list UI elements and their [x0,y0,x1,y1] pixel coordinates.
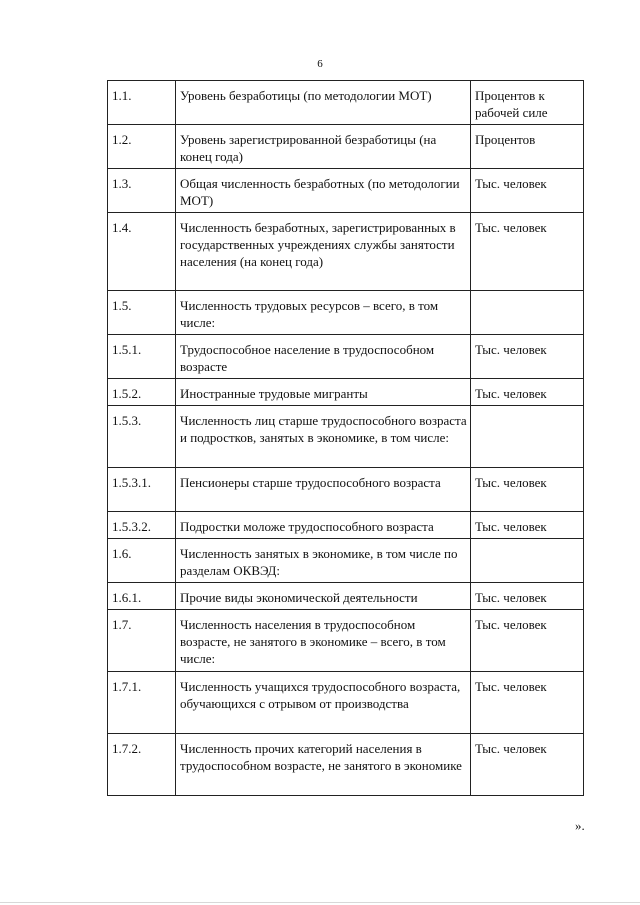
row-number: 1.5. [108,291,176,335]
unit-of-measure: Тыс. человек [471,672,584,734]
row-number: 1.7. [108,610,176,672]
table-row [108,81,584,125]
page-number: 6 [317,58,323,70]
indicator-name: Численность прочих категорий населения в трудоспособном возрасте, не занятого в экономике [176,734,471,796]
table-row [108,734,584,796]
indicator-name: Численность учащихся трудоспособного возраста, обучающихся с отрывом от производства [176,672,471,734]
unit-of-measure: Тыс. человек [471,213,584,291]
indicator-name: Трудоспособное население в трудоспособном возрасте [176,335,471,379]
unit-of-measure: Тыс. человек [471,610,584,672]
row-number: 1.3. [108,169,176,213]
table-row [108,512,584,539]
unit-of-measure [471,406,584,468]
row-number: 1.7.2. [108,734,176,796]
table-row [108,468,584,512]
unit-of-measure: Тыс. человек [471,468,584,512]
table-row [108,539,584,583]
row-number: 1.4. [108,213,176,291]
table-row [108,291,584,335]
row-number: 1.5.3.1. [108,468,176,512]
indicator-name: Уровень зарегистрированной безработицы (на конец года) [176,125,471,169]
row-number: 1.5.3. [108,406,176,468]
unit-of-measure: Тыс. человек [471,512,584,539]
row-number: 1.7.1. [108,672,176,734]
row-number: 1.5.3.2. [108,512,176,539]
indicator-name: Пенсионеры старше трудоспособного возраста [176,468,471,512]
unit-of-measure: Тыс. человек [471,734,584,796]
table-row [108,379,584,406]
indicator-name: Прочие виды экономической деятельности [176,583,471,610]
indicator-name: Численность занятых в экономике, в том числе по разделам ОКВЭД: [176,539,471,583]
table-row [108,672,584,734]
table-row [108,213,584,291]
indicator-name: Численность трудовых ресурсов – всего, в том числе: [176,291,471,335]
scan-bottom-edge [0,902,640,903]
table-row [108,125,584,169]
indicator-name: Численность безработных, зарегистрированных в государственных учреждениях службы занятости населения (на конец года) [176,213,471,291]
unit-of-measure [471,539,584,583]
row-number: 1.5.2. [108,379,176,406]
unit-of-measure: Процентов к рабочей силе [471,81,584,125]
indicator-name: Подростки моложе трудоспособного возраста [176,512,471,539]
unit-of-measure [471,291,584,335]
indicator-name: Уровень безработицы (по методологии МОТ) [176,81,471,125]
row-number: 1.1. [108,81,176,125]
indicator-name: Численность лиц старше трудоспособного возраста и подростков, занятых в экономике, в том числе: [176,406,471,468]
unit-of-measure: Тыс. человек [471,379,584,406]
unit-of-measure: Тыс. человек [471,583,584,610]
table-row [108,169,584,213]
unit-of-measure: Тыс. человек [471,169,584,213]
row-number: 1.6.1. [108,583,176,610]
row-number: 1.2. [108,125,176,169]
table-row [108,610,584,672]
indicator-name: Общая численность безработных (по методологии МОТ) [176,169,471,213]
unit-of-measure: Процентов [471,125,584,169]
row-number: 1.6. [108,539,176,583]
table-row [108,583,584,610]
table-row [108,406,584,468]
row-number: 1.5.1. [108,335,176,379]
closing-quote-mark: ». [575,818,585,833]
indicator-name: Численность населения в трудоспособном возрасте, не занятого в экономике – всего, в том числе: [176,610,471,672]
indicators-table [107,80,584,796]
unit-of-measure: Тыс. человек [471,335,584,379]
table-row [108,335,584,379]
indicator-name: Иностранные трудовые мигранты [176,379,471,406]
